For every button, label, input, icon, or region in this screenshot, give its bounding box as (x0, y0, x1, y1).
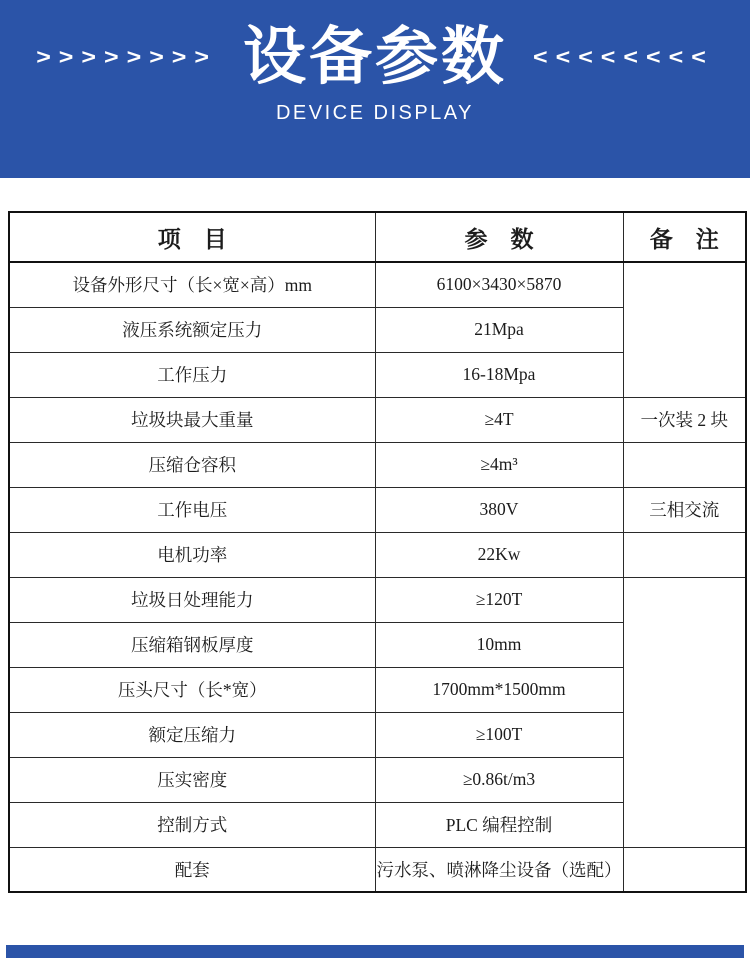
param-cell: 6100×3430×5870 (375, 262, 623, 307)
param-cell: 16-18Mpa (375, 352, 623, 397)
item-cell: 工作压力 (9, 352, 375, 397)
header-cell-remark: 备 注 (623, 212, 746, 262)
param-cell: 10mm (375, 622, 623, 667)
header-cell-item: 项 目 (9, 212, 375, 262)
item-cell: 压实密度 (9, 757, 375, 802)
remark-cell (623, 847, 746, 892)
table-row (9, 577, 746, 622)
item-cell: 工作电压 (9, 487, 375, 532)
item-cell: 控制方式 (9, 802, 375, 847)
banner (0, 0, 750, 178)
param-cell: 22Kw (375, 532, 623, 577)
footer-bar-decoration (6, 945, 744, 958)
table-row (9, 397, 746, 442)
table-row (9, 847, 746, 892)
remark-cell (623, 532, 746, 577)
remark-cell (623, 262, 746, 397)
remark-cell (623, 442, 746, 487)
param-cell: 380V (375, 487, 623, 532)
item-cell: 垃圾块最大重量 (9, 397, 375, 442)
item-cell: 垃圾日处理能力 (9, 577, 375, 622)
item-cell: 压缩仓容积 (9, 442, 375, 487)
param-cell: ≥4m³ (375, 442, 623, 487)
spec-table (8, 211, 747, 893)
param-cell: ≥0.86t/m3 (375, 757, 623, 802)
page-title: 设备参数 (243, 22, 507, 92)
header-row (9, 212, 746, 262)
item-cell: 额定压缩力 (9, 712, 375, 757)
param-cell: ≥4T (375, 397, 623, 442)
item-cell: 设备外形尺寸（长×宽×高）mm (9, 262, 375, 307)
table-row (9, 442, 746, 487)
table-row (9, 532, 746, 577)
param-cell: ≥120T (375, 577, 623, 622)
param-cell: PLC 编程控制 (375, 802, 623, 847)
header-cell-param: 参 数 (375, 212, 623, 262)
page-subtitle: DEVICE DISPLAY (275, 102, 475, 125)
right-chevrons-icon: <<<<<<<< (533, 44, 714, 69)
item-cell: 压缩箱钢板厚度 (9, 622, 375, 667)
param-cell: 1700mm*1500mm (375, 667, 623, 712)
item-cell: 电机功率 (9, 532, 375, 577)
param-cell: 21Mpa (375, 307, 623, 352)
banner-title-row (36, 24, 714, 90)
table-row (9, 262, 746, 307)
remark-cell (623, 577, 746, 847)
left-chevrons-icon: >>>>>>>> (36, 44, 217, 69)
remark-cell: 一次装 2 块 (623, 397, 746, 442)
remark-cell: 三相交流 (623, 487, 746, 532)
spec-table-header (9, 212, 746, 262)
item-cell: 压头尺寸（长*宽） (9, 667, 375, 712)
table-row (9, 487, 746, 532)
param-cell: ≥100T (375, 712, 623, 757)
spec-table-body (9, 262, 746, 892)
param-cell: 污水泵、喷淋降尘设备（选配） (375, 847, 623, 892)
item-cell: 配套 (9, 847, 375, 892)
item-cell: 液压系统额定压力 (9, 307, 375, 352)
